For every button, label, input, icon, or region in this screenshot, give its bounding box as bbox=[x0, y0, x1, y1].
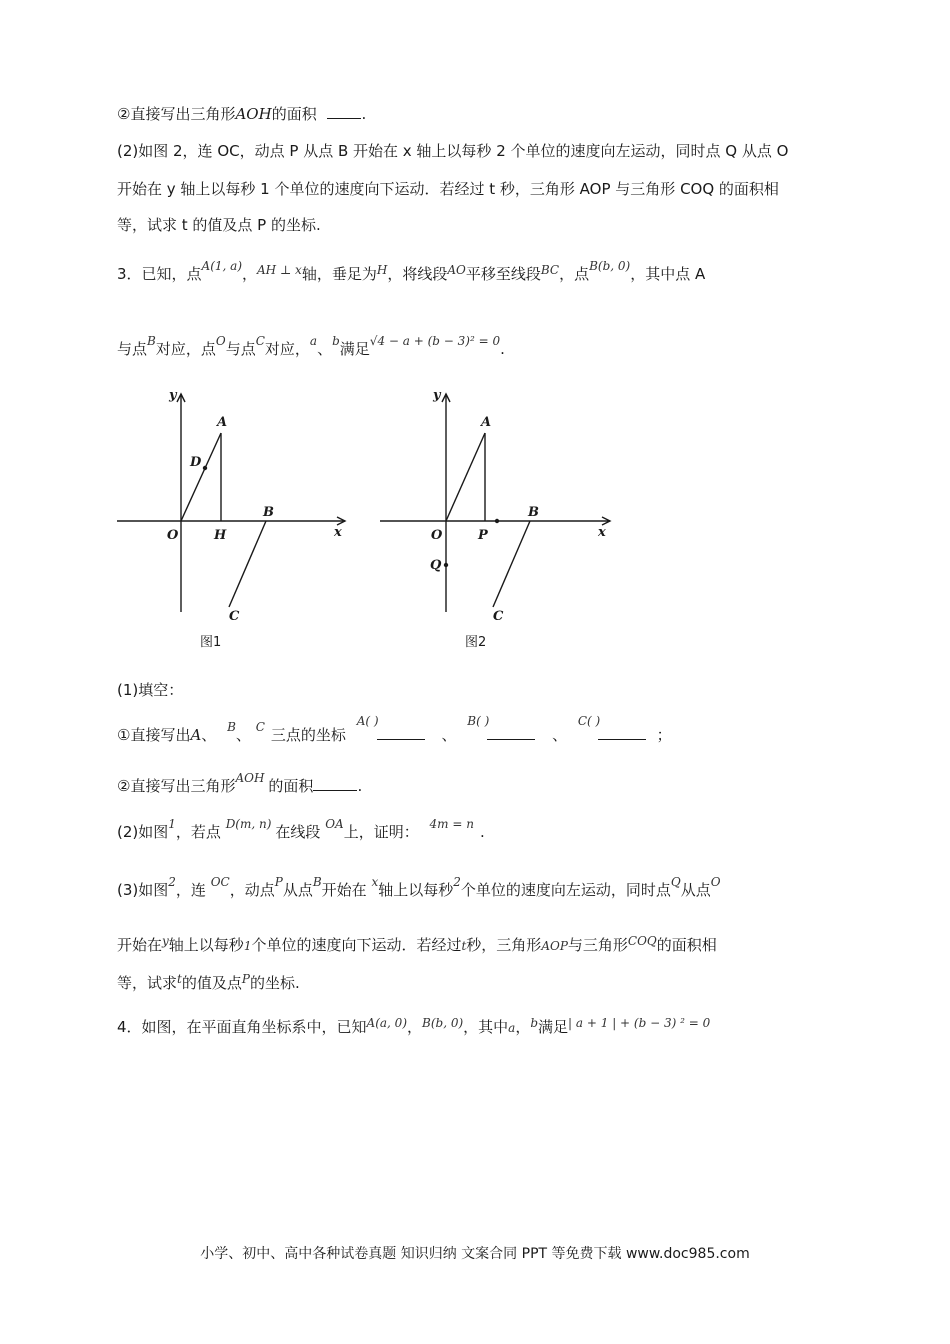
q2-part2-line2: 开始在 y 轴上以每秒 1 个单位的速度向下运动．若经过 t 秒，三角形 AOP 与三角形 COQ 的面积相 bbox=[117, 180, 779, 198]
point-D bbox=[204, 467, 207, 470]
fig1-label-A: A bbox=[217, 415, 228, 430]
fig2-label-O: O bbox=[431, 528, 443, 543]
fig2-caption: 图2 bbox=[465, 635, 487, 650]
q3-part3-line1: (3)如图$^2$，连 $^{OC}$，动点$^P$从点$^B$开始在 $^x$轴上以每秒$^2$个单位的速度向左运动，同时点$^Q$从点$^O$ bbox=[117, 875, 721, 899]
q3-part1-item2: ②直接写出三角形$^{AOH}$ 的面积 . bbox=[117, 771, 363, 795]
answer-blank[interactable] bbox=[313, 776, 357, 791]
segment-BC bbox=[493, 521, 530, 607]
q3-part1-title: (1)填空： bbox=[117, 681, 184, 699]
figures bbox=[0, 380, 950, 670]
answer-A[interactable]: A( ) bbox=[357, 724, 427, 746]
point-mark bbox=[496, 520, 499, 523]
q2-part2-line1: (2)如图 2，连 OC，动点 P 从点 B 开始在 x 轴上以每秒 2 个单位的速度向左运动，同时点 Q 从点 O bbox=[117, 142, 789, 160]
fig1-label-x: x bbox=[334, 525, 342, 540]
fig2-label-A: A bbox=[481, 415, 492, 430]
point-Q bbox=[445, 564, 448, 567]
q3-part3-line2: 开始在$^y$轴上以每秒1个单位的速度向下运动．若经过t秒，三角形AOP与三角形$^{COQ}$的面积相 bbox=[117, 934, 717, 954]
fig2-label-B: B bbox=[528, 505, 539, 520]
fig1-label-y: y bbox=[169, 388, 177, 403]
segment-BC bbox=[229, 521, 266, 607]
fig1-caption: 图1 bbox=[200, 635, 222, 650]
fig2-label-P: P bbox=[478, 528, 488, 543]
fig1-label-D: D bbox=[190, 455, 202, 470]
answer-B[interactable]: B( ) bbox=[467, 724, 537, 746]
fig1-label-C: C bbox=[229, 609, 240, 624]
answer-blank[interactable] bbox=[487, 725, 535, 740]
q3-part2: (2)如图$^1$，若点 $^{D(m, n)}$ 在线段 $^{OA}$上，证明： $^{4m = n}$ . bbox=[117, 817, 485, 841]
answer-blank[interactable] bbox=[377, 725, 425, 740]
fig1-label-O: O bbox=[167, 528, 179, 543]
segment-OA bbox=[181, 433, 221, 521]
q4-line1: 4．如图，在平面直角坐标系中，已知$^{A(a, 0)}$，$^{B(b, 0)}$，其中a，$^b$满足$^{| a + 1 | + (b - 3) ^2 = 0}$ bbox=[117, 1016, 711, 1036]
fig1-label-B: B bbox=[263, 505, 274, 520]
q3-part1-item1: ①直接写出A、 $^B$、 $^C$ 三点的坐标 A( ) 、 B( ) 、 C( ) ； bbox=[117, 714, 672, 744]
fig2-label-y: y bbox=[433, 388, 441, 403]
answer-C[interactable]: C( ) bbox=[578, 724, 648, 746]
fig1-label-H: H bbox=[214, 528, 227, 543]
fig2-label-x: x bbox=[598, 525, 606, 540]
segment-OA bbox=[446, 433, 485, 521]
q3-line2: 与点$^B$对应，点$^O$与点$^C$对应，$^a$、$^b$满足$^{√4 - a + (b - 3)^2 = 0}$. bbox=[117, 334, 505, 358]
answer-blank[interactable] bbox=[598, 725, 646, 740]
q3-part3-line3: 等，试求$^t$的值及点$^P$的坐标. bbox=[117, 972, 300, 992]
figure-2 bbox=[380, 394, 610, 612]
page-footer: 小学、初中、高中各种试卷真题 知识归纳 文案合同 PPT 等免费下载 www.doc985.com bbox=[200, 1246, 750, 1262]
q3-line1: 3．已知，点$^{A(1, a)}$，$^{AH \perp x}$轴，垂足为$^H$，将线段$^{AO}$平移至线段$^{BC}$，点$^{B(b, 0)}$，其中点 A bbox=[117, 259, 706, 283]
answer-blank[interactable] bbox=[327, 104, 361, 119]
figure-1 bbox=[117, 394, 345, 612]
fig2-label-Q: Q bbox=[430, 558, 442, 573]
q2-part2-line3: 等，试求 t 的值及点 P 的坐标. bbox=[117, 216, 321, 234]
fig2-label-C: C bbox=[493, 609, 504, 624]
q2-item2-line: ②直接写出三角形AOH的面积 . bbox=[117, 105, 367, 123]
